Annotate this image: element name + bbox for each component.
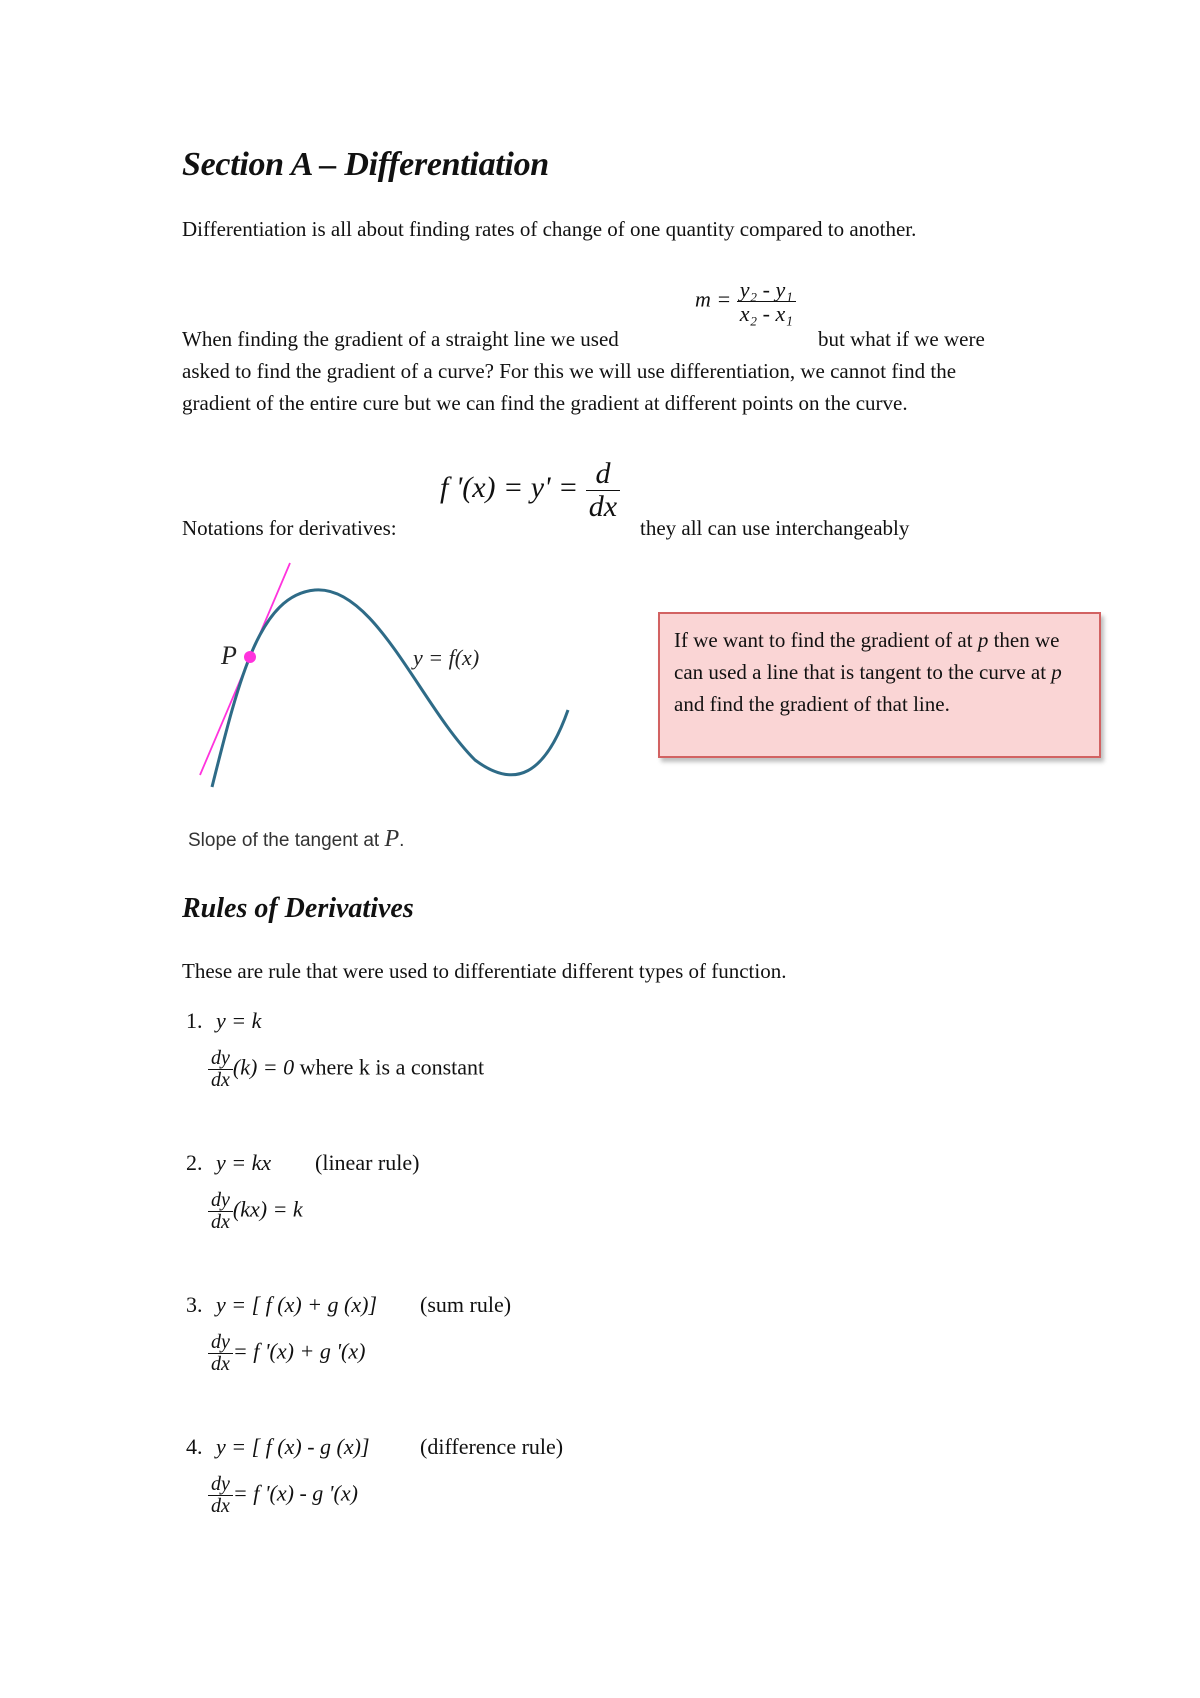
gradient-paragraph-end: but what if we were: [818, 327, 985, 351]
rule-4-number: 4.: [186, 1434, 203, 1459]
rule-3-number: 3.: [186, 1292, 203, 1317]
rule-4-dx: dx: [208, 1495, 233, 1517]
notation-formula: [440, 458, 620, 522]
rule-1-tail: where k is a constant: [294, 1054, 485, 1080]
rule-3-note: (sum rule): [420, 1292, 512, 1317]
rule-4-dy: dy: [211, 1473, 230, 1495]
figure-caption-var: P: [384, 826, 400, 852]
rule-4-rhs: = f '(x) - g '(x): [232, 1480, 358, 1506]
callout-text-2: then we can used a line that is tangent to the curve at: [674, 628, 1060, 684]
notation-label: Notations for derivatives:: [182, 516, 397, 540]
section-title: Section A – Differentiation: [182, 146, 549, 183]
rule-3-equation: [186, 1292, 377, 1318]
curve-label: y = f(x): [413, 645, 480, 670]
gradient-formula-denominator: x₂ - x₁: [737, 301, 796, 325]
callout-text-1: If we want to find the gradient of at: [674, 628, 978, 652]
notation-formula-denominator: dx: [586, 490, 620, 523]
rule-2-rhs: (kx) = k: [232, 1196, 303, 1222]
rule-2-note: (linear rule): [315, 1150, 420, 1175]
gradient-formula-numerator: y₂ - y₁: [739, 277, 793, 302]
rule-4-equation: [186, 1434, 370, 1460]
point-p-marker: [244, 651, 256, 663]
rule-2-number: 2.: [186, 1150, 203, 1175]
rule-1-dy: dy: [211, 1047, 230, 1069]
gradient-paragraph-start: When finding the gradient of a straight line we used: [182, 327, 619, 351]
tangent-figure: [190, 555, 580, 795]
callout-var-p1: p: [977, 628, 989, 652]
figure-caption-text: Slope of the tangent at: [188, 830, 385, 851]
rule-2-dx: dx: [208, 1211, 233, 1233]
intro-paragraph: Differentiation is all about finding rates of change of one quantity compared to another.: [182, 217, 917, 241]
rule-2-equation: [186, 1150, 271, 1176]
rule-3-eq: y = [ f (x) + g (x)]: [216, 1292, 378, 1317]
figure-caption-end: .: [399, 830, 405, 851]
rules-title: Rules of Derivatives: [182, 893, 414, 924]
rule-3-derivative: [208, 1332, 365, 1375]
rule-1-dx: dx: [208, 1069, 233, 1091]
gradient-formula: [695, 278, 796, 325]
callout-text-3: and find the gradient of that line.: [674, 692, 950, 716]
rule-1-number: 1.: [186, 1008, 203, 1033]
rule-2-derivative: [208, 1190, 303, 1233]
rule-4-derivative: [208, 1474, 358, 1517]
rule-1-rhs: (k) = 0: [232, 1054, 295, 1080]
rule-4-eq: y = [ f (x) - g (x)]: [216, 1434, 370, 1459]
figure-caption: [188, 826, 404, 853]
notation-formula-lhs: f '(x) = y' =: [440, 470, 579, 504]
rule-2-eq: y = kx: [216, 1150, 272, 1175]
rule-1-derivative: [208, 1048, 484, 1091]
rule-1-eq: y = k: [216, 1008, 262, 1033]
rule-3-dy: dy: [211, 1331, 230, 1353]
rules-intro: These are rule that were used to differentiate different types of function.: [182, 959, 787, 983]
callout-var-p2: p: [1051, 660, 1062, 684]
rule-3-dx: dx: [208, 1353, 233, 1375]
gradient-paragraph-rest: asked to find the gradient of a curve? For this we will use differentiation, we cannot find the gradient of the entire cure but we can find the gradient at different points on the curve.: [182, 359, 957, 415]
tangent-callout: [658, 612, 1101, 758]
gradient-formula-lhs: m =: [695, 286, 732, 312]
notation-tail: they all can use interchangeably: [640, 516, 910, 540]
rule-4-note: (difference rule): [420, 1434, 564, 1459]
rule-3-rhs: = f '(x) + g '(x): [232, 1338, 366, 1364]
point-label: P: [221, 641, 237, 670]
rule-2-dy: dy: [211, 1189, 230, 1211]
notation-formula-numerator: d: [595, 457, 611, 490]
rule-1-equation: [186, 1008, 261, 1034]
